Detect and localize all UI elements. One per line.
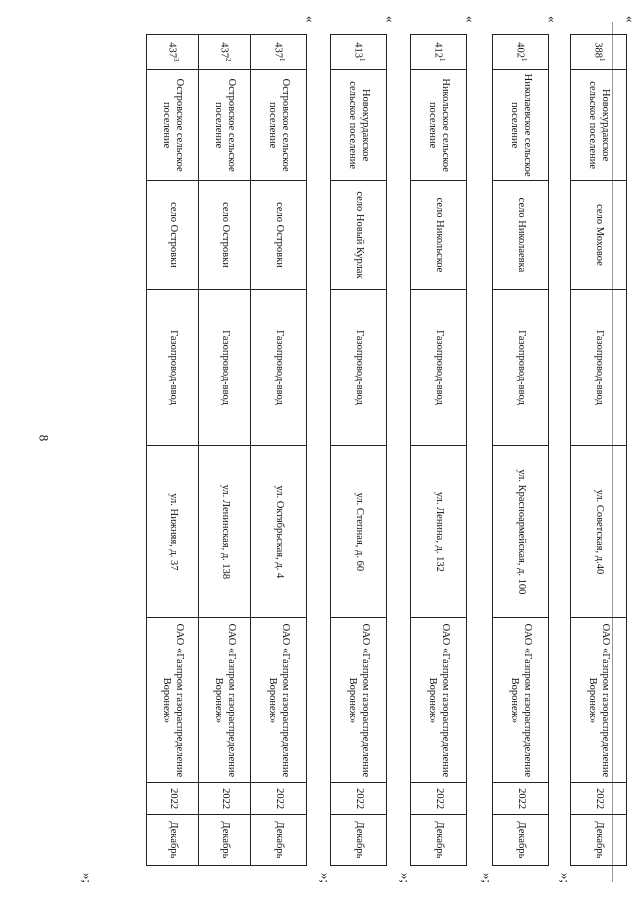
settlement-cell: Новокурдакское сельское поселение [571,69,627,181]
address-cell: ул. Ленина, д. 132 [411,446,467,618]
object-cell: Газопровод-ввод [493,289,549,446]
object-cell: Газопровод-ввод [571,289,627,446]
table-row [147,35,199,866]
open-quote: « [545,16,560,23]
settlement-cell: Николаевское сельское поселение [493,69,549,181]
rotated-document-body [75,12,638,887]
close-mark: »; [80,872,95,883]
row-number: $388^1$ [571,35,627,70]
table-row [571,35,627,866]
row-number: $413^1$ [331,35,387,70]
year-cell: 2022 [199,783,251,814]
village-cell: село Островки [251,181,307,289]
year-cell: 2022 [251,783,307,814]
owner-cell: ОАО «Газпром газораспределение Воронеж» [147,618,199,783]
settlement-cell: Островское сельское поселение [199,69,251,181]
record-block-4 [318,12,398,887]
address-cell: ул. Степная, д. 60 [331,446,387,618]
table-row [199,35,251,866]
row-number: $437^2$ [199,35,251,70]
table-row [493,35,549,866]
open-quote: « [383,16,398,23]
record-block-5 [80,12,318,887]
village-cell: село Никольское [411,181,467,289]
address-cell: ул. Ленинская, д. 138 [199,446,251,618]
record-block-2 [480,12,560,887]
year-cell: 2022 [331,783,387,814]
object-cell: Газопровод-ввод [147,289,199,446]
village-cell: село Новый Курлак [331,181,387,289]
address-cell: ул. Нижняя, д. 37 [147,446,199,618]
owner-cell: ОАО «Газпром газораспределение Воронеж» [411,618,467,783]
record-table [570,34,627,866]
open-quote: « [623,16,638,23]
record-table [492,34,549,866]
month-cell: Декабрь [493,814,549,865]
settlement-cell: Никольское сельское поселение [411,69,467,181]
owner-cell: ОАО «Газпром газораспределение Воронеж» [493,618,549,783]
month-cell: Декабрь [411,814,467,865]
record-table [410,34,467,866]
record-table [330,34,387,866]
record-block-1 [558,12,638,887]
owner-cell: ОАО «Газпром газораспределение Воронеж» [571,618,627,783]
table-row [411,35,467,866]
close-mark: »; [558,872,573,883]
settlement-cell: Островское сельское поселение [147,69,199,181]
open-quote: « [303,16,318,23]
row-number: $412^1$ [411,35,467,70]
owner-cell: ОАО «Газпром газораспределение Воронеж» [331,618,387,783]
year-cell: 2022 [411,783,467,814]
open-quote: « [463,16,478,23]
record-block-3 [398,12,478,887]
object-cell: Газопровод-ввод [251,289,307,446]
month-cell: Декабрь [251,814,307,865]
close-mark: »; [398,872,413,883]
row-number: $437^3$ [147,35,199,70]
village-cell: село Островки [199,181,251,289]
address-cell: ул. Октябрьская, д. 4 [251,446,307,618]
table-row [331,35,387,866]
settlement-cell: Островское сельское поселение [251,69,307,181]
row-number: $402^1$ [493,35,549,70]
address-cell: ул. Советская, д.40 [571,446,627,618]
year-cell: 2022 [571,783,627,814]
address-cell: ул. Красноармейская, д. 100 [493,446,549,618]
close-mark: »; [480,872,495,883]
month-cell: Декабрь [199,814,251,865]
row-number: $437^1$ [251,35,307,70]
owner-cell: ОАО «Газпром газораспределение Воронеж» [251,618,307,783]
month-cell: Декабрь [571,814,627,865]
settlement-cell: Новокурдакское сельское поселение [331,69,387,181]
month-cell: Декабрь [331,814,387,865]
object-cell: Газопровод-ввод [199,289,251,446]
page-number: 8 [36,434,52,442]
village-cell: село Моховое [571,181,627,289]
month-cell: Декабрь [147,814,199,865]
close-mark: »; [318,872,333,883]
village-cell: село Николаевка [493,181,549,289]
owner-cell: ОАО «Газпром газораспределение Воронеж» [199,618,251,783]
village-cell: село Островки [147,181,199,289]
object-cell: Газопровод-ввод [331,289,387,446]
year-cell: 2022 [493,783,549,814]
object-cell: Газопровод-ввод [411,289,467,446]
year-cell: 2022 [147,783,199,814]
table-row [251,35,307,866]
record-table [146,34,307,866]
